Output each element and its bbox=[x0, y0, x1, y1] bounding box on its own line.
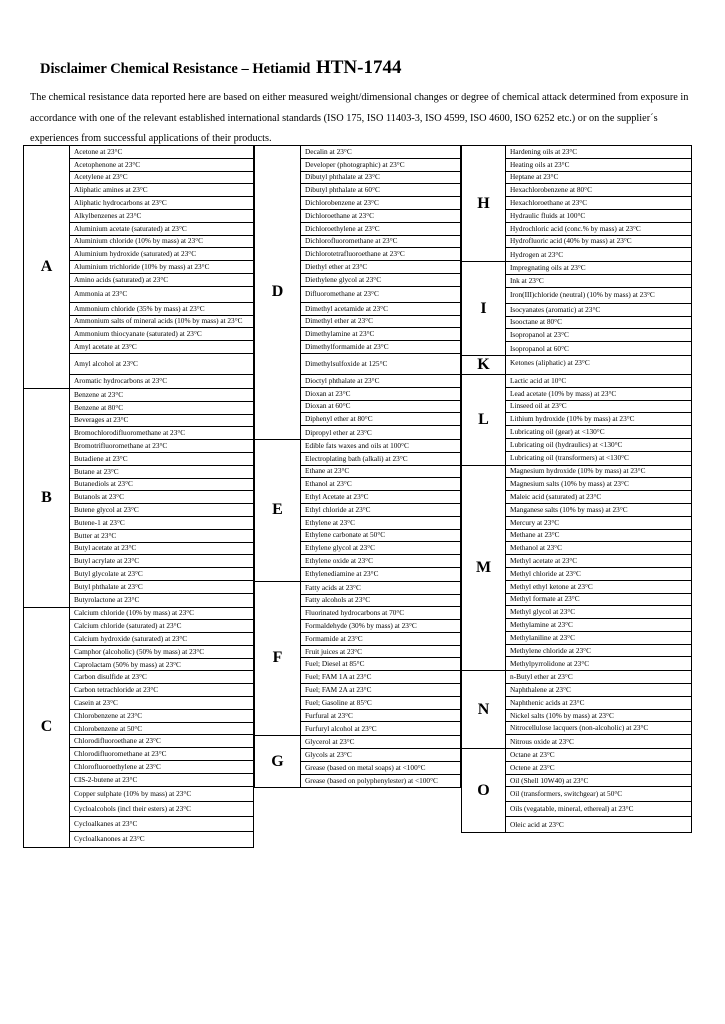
chemical-item: n-Butyl ether at 23°C bbox=[506, 671, 691, 684]
chemical-item: Heating oils at 23°C bbox=[506, 159, 691, 172]
chemical-item: Beverages at 23°C bbox=[70, 415, 253, 428]
chemical-item: CIS-2-butene at 23°C bbox=[70, 774, 253, 787]
chemical-item: Dichloroethylene at 23°C bbox=[301, 223, 460, 236]
chemical-item: Caprolactam (50% by mass) at 23°C bbox=[70, 659, 253, 672]
chemical-item: Aluminium trichloride (10% by mass) at 23°C bbox=[70, 261, 253, 274]
chemical-item: Linseed oil at 23°C bbox=[506, 401, 691, 414]
chemical-item: Dichloroethane at 23°C bbox=[301, 210, 460, 223]
chemical-item: Lubricating oil (hydraulics) at <130°C bbox=[506, 439, 691, 452]
chemical-item: Acetone at 23°C bbox=[70, 146, 253, 159]
chemical-item: Oil (Shell 10W40) at 23°C bbox=[506, 775, 691, 788]
group-letter: I bbox=[462, 262, 506, 355]
chemical-item: Camphor (alcoholic) (50% by mass) at 23°C bbox=[70, 646, 253, 659]
group-n bbox=[462, 670, 691, 748]
chemical-item: Dibutyl phthalate at 23°C bbox=[301, 172, 460, 185]
group-i bbox=[462, 261, 691, 355]
chemical-item: Benzene at 80°C bbox=[70, 402, 253, 415]
chemical-item: Methyl glycol at 23°C bbox=[506, 606, 691, 619]
chemical-item: Dipropyl ether at 23°C bbox=[305, 427, 372, 437]
chemical-item: Bromotrifluoromethane at 23°C bbox=[70, 440, 253, 453]
chemical-item: Fuel; Gasoline at 85°C bbox=[301, 697, 460, 710]
chemical-item: Impregnating oils at 23°C bbox=[506, 262, 691, 275]
chemical-item: Isopropanol at 23°C bbox=[506, 329, 691, 342]
chemical-item: Ethyl Acetate at 23°C bbox=[301, 491, 460, 504]
table-column-1 bbox=[23, 145, 254, 848]
chemical-item: Aliphatic amines at 23°C bbox=[70, 184, 253, 197]
chemical-item: Butanols at 23°C bbox=[70, 491, 253, 504]
chemical-item: Hydraulic fluids at 100°C bbox=[506, 210, 691, 223]
chemical-item: Dichlorobenzene at 23°C bbox=[301, 197, 460, 210]
chemical-item: Grease (based on metal soaps) at <100°C bbox=[301, 762, 460, 775]
chemical-item: Ammonium salts of mineral acids (10% by mass) at 23°C bbox=[70, 316, 253, 329]
group-letter: H bbox=[462, 146, 506, 261]
chemical-item: Butadiene at 23°C bbox=[70, 453, 253, 466]
chemical-list bbox=[506, 749, 691, 832]
chemical-item: Methylpyrrolidone at 23°C bbox=[510, 658, 590, 668]
chemical-item: Glycols at 23°C bbox=[301, 749, 460, 762]
chemical-list bbox=[506, 375, 691, 465]
chemical-item: Methylaniline at 23°C bbox=[506, 632, 691, 645]
chemical-item: Lithium hydroxide (10% by mass) at 23°C bbox=[506, 413, 691, 426]
chemical-item: Dimethylsulfoxide at 125°C bbox=[301, 354, 460, 375]
chemical-item: Naphthenic acids at 23°C bbox=[506, 697, 691, 710]
chemical-item: Ammonium chloride (35% by mass) at 23°C bbox=[70, 303, 253, 316]
chemical-item: Decalin at 23°C bbox=[301, 146, 460, 159]
chemical-item: Oil (transformers, switchgear) at 50°C bbox=[506, 787, 691, 802]
chemical-item: Dioxan at 23°C bbox=[301, 388, 460, 401]
chemical-item: Ethanol at 23°C bbox=[301, 478, 460, 491]
chemical-item: Octene at 23°C bbox=[506, 762, 691, 775]
chemical-item: Butane at 23°C bbox=[70, 466, 253, 479]
chemical-item: Manganese salts (10% by mass) at 23°C bbox=[506, 504, 691, 517]
chemical-item: Methane at 23°C bbox=[506, 530, 691, 543]
chemical-item: Chlorodifluoromethane at 23°C bbox=[70, 748, 253, 761]
chemical-item: Nitrocellulose lacquers (non-alcoholic) at 23°C bbox=[506, 722, 691, 735]
group-letter: M bbox=[462, 466, 506, 671]
chemical-item: Chlorodifluoroethane at 23°C bbox=[70, 735, 253, 748]
group-o bbox=[462, 748, 691, 833]
chemical-list bbox=[506, 262, 691, 355]
group-letter: A bbox=[24, 146, 70, 388]
group-letter: B bbox=[24, 389, 70, 607]
group-k bbox=[462, 355, 691, 374]
chemical-item: Methylamine at 23°C bbox=[506, 619, 691, 632]
group-letter: N bbox=[462, 671, 506, 748]
chemical-item: Butene-1 at 23°C bbox=[70, 517, 253, 530]
chemical-item: Dimethylformamide at 23°C bbox=[301, 341, 460, 354]
chemical-list bbox=[506, 356, 691, 374]
chemical-item: Fatty acids at 23°C bbox=[301, 582, 460, 595]
chemical-list bbox=[70, 146, 253, 388]
chemical-item: Fuel; Diesel at 85°C bbox=[301, 658, 460, 671]
group-d bbox=[255, 145, 460, 439]
chemical-list bbox=[506, 671, 691, 748]
chemical-item: Butyrolactone at 23°C bbox=[74, 595, 140, 605]
chemical-item: Chlorobenzene at 23°C bbox=[70, 710, 253, 723]
chemical-item: Diphenyl ether at 80°C bbox=[301, 413, 460, 426]
chemical-list bbox=[301, 736, 460, 787]
chemical-item: Heptane at 23°C bbox=[506, 172, 691, 185]
product-name: HTN-1744 bbox=[315, 57, 402, 78]
chemical-item: Maleic acid (saturated) at 23°C bbox=[506, 491, 691, 504]
chemical-item: Methylene chloride at 23°C bbox=[506, 645, 691, 658]
chemical-item: Magnesium salts (10% by mass) at 23°C bbox=[506, 478, 691, 491]
chemical-item: Lead acetate (10% by mass) at 23°C bbox=[506, 388, 691, 401]
chemical-item: Dimethyl ether at 23°C bbox=[301, 316, 460, 329]
chemical-item: Ethane at 23°C bbox=[301, 466, 460, 479]
chemical-item: Naphthalene at 23°C bbox=[506, 684, 691, 697]
chemical-list bbox=[506, 466, 691, 671]
chemical-item: Butyl acetate at 23°C bbox=[70, 543, 253, 556]
chemical-item: Methanol at 23°C bbox=[506, 542, 691, 555]
chemical-item: Lubricating oil (gear) at <130°C bbox=[506, 426, 691, 439]
chemical-item: Isopropanol at 60°C bbox=[510, 343, 569, 353]
chemical-item: Cycloalkanes at 23°C bbox=[70, 817, 253, 832]
chemical-item: Copper sulphate (10% by mass) at 23°C bbox=[70, 787, 253, 802]
chemical-item: Grease (based on polyphenylester) at <100°C bbox=[305, 776, 438, 786]
table-column-3 bbox=[461, 145, 692, 833]
group-h bbox=[462, 145, 691, 261]
intro-paragraph: The chemical resistance data reported here are based on either measured weight/dimensional changes or degree of chemical attack determined from exposure in accordance with one of the relevant established international standards (ISO 175, ISO 11403-3, ISO 4599, ISO 4600, ISO 6252 etc.) or on the supplier´s experiences from successful applications of their products. bbox=[30, 92, 689, 144]
chemical-item: Butanediols at 23°C bbox=[70, 479, 253, 492]
chemical-list bbox=[70, 608, 253, 847]
chemical-item: Hexachlorobenzene at 80°C bbox=[506, 184, 691, 197]
group-letter: F bbox=[255, 582, 301, 736]
chemical-item: Magnesium hydroxide (10% by mass) at 23°C bbox=[506, 466, 691, 479]
title-main: Disclaimer Chemical Resistance – Hetiamid bbox=[40, 61, 314, 77]
chemical-item: Acetophenone at 23°C bbox=[70, 159, 253, 172]
chemical-item: Ethylene at 23°C bbox=[301, 517, 460, 530]
chemical-list bbox=[506, 146, 691, 261]
chemical-item: Hydrogen at 23°C bbox=[510, 249, 564, 259]
chemical-item: Diethylene glycol at 23°C bbox=[301, 274, 460, 287]
chemical-list bbox=[70, 389, 253, 607]
chemical-item: Dichlorotetrafluoroethane at 23°C bbox=[301, 248, 460, 261]
group-m bbox=[462, 465, 691, 671]
chemical-item: Lubricating oil (transformers) at <130°C bbox=[510, 453, 629, 463]
chemical-item: Formaldehyde (30% by mass) at 23°C bbox=[301, 620, 460, 633]
chemical-item: Aluminium acetate (saturated) at 23°C bbox=[70, 223, 253, 236]
chemical-item: Chlorofluoroethylene at 23°C bbox=[70, 761, 253, 774]
group-l bbox=[462, 374, 691, 465]
chemical-item: Ethylene glycol at 23°C bbox=[301, 542, 460, 555]
chemical-item: Ink at 23°C bbox=[506, 275, 691, 288]
chemical-item: Glycerol at 23°C bbox=[301, 736, 460, 749]
chemical-item: Dioxan at 60°C bbox=[301, 401, 460, 414]
chemical-item: Nickel salts (10% by mass) at 23°C bbox=[506, 710, 691, 723]
chemical-item: Oleic acid at 23°C bbox=[510, 819, 564, 829]
group-letter: O bbox=[462, 749, 506, 832]
chemical-item: Hexachloroethane at 23°C bbox=[506, 197, 691, 210]
group-e bbox=[255, 439, 460, 581]
chemical-item: Fuel; FAM 2A at 23°C bbox=[301, 684, 460, 697]
chemical-item: Butter at 23°C bbox=[70, 530, 253, 543]
chemical-item: Methyl ethyl ketone at 23°C bbox=[506, 581, 691, 594]
chemical-item: Calcium chloride (10% by mass) at 23°C bbox=[70, 608, 253, 621]
chemical-item: Carbon disulfide at 23°C bbox=[70, 671, 253, 684]
chemical-item: Chlorobenzene at 50°C bbox=[70, 723, 253, 736]
chemical-list bbox=[301, 582, 460, 736]
chemical-item: Aromatic hydrocarbons at 23°C bbox=[74, 376, 168, 386]
chemical-item: Aluminium hydroxide (saturated) at 23°C bbox=[70, 248, 253, 261]
chemical-item: Dimethylamine at 23°C bbox=[301, 328, 460, 341]
group-b bbox=[24, 388, 253, 607]
chemical-item: Octane at 23°C bbox=[506, 749, 691, 762]
chemical-item: Amyl alcohol at 23°C bbox=[70, 354, 253, 375]
chemical-item: Alkylbenzenes at 23°C bbox=[70, 210, 253, 223]
group-letter: C bbox=[24, 608, 70, 847]
group-letter: L bbox=[462, 375, 506, 465]
chemical-item: Dioctyl phthalate at 23°C bbox=[301, 375, 460, 388]
chemical-item: Fluorinated hydrocarbons at 70°C bbox=[301, 607, 460, 620]
chemical-item: Ethyl chloride at 23°C bbox=[301, 504, 460, 517]
chemical-item: Aliphatic hydrocarbons at 23°C bbox=[70, 197, 253, 210]
chemical-item: Mercury at 23°C bbox=[506, 517, 691, 530]
chemical-item: Developer (photographic) at 23°C bbox=[301, 159, 460, 172]
chemical-item: Butyl acrylate at 23°C bbox=[70, 555, 253, 568]
page-title bbox=[40, 57, 401, 79]
chemical-item: Iron(III)chloride (neutral) (10% by mass) at 23°C bbox=[506, 288, 691, 304]
chemical-item: Furfuryl alcohol at 23°C bbox=[305, 723, 377, 733]
group-f bbox=[255, 581, 460, 736]
chemical-item: Butyl glycolate at 23°C bbox=[70, 568, 253, 581]
chemical-item: Bromochlorodifluoromethane at 23°C bbox=[70, 427, 253, 440]
chemical-item: Cycloalkanones at 23°C bbox=[74, 834, 145, 844]
chemical-item: Hardening oils at 23°C bbox=[506, 146, 691, 159]
chemical-item: Cycloalcohols (incl their esters) at 23°C bbox=[70, 802, 253, 817]
chemical-item: Fatty alcohols at 23°C bbox=[301, 595, 460, 608]
chemical-item: Dichlorofluoromethane at 23°C bbox=[301, 236, 460, 249]
chemical-item: Difluoromethane at 23°C bbox=[301, 287, 460, 303]
chemical-list bbox=[301, 440, 460, 581]
chemical-item: Fuel; FAM 1A at 23°C bbox=[301, 671, 460, 684]
group-c bbox=[24, 607, 253, 848]
chemical-item: Butyl phthalate at 23°C bbox=[70, 581, 253, 594]
chemical-item: Hydrochloric acid (conc.% by mass) at 23°C bbox=[506, 223, 691, 236]
chemical-item: Fruit juices at 23°C bbox=[301, 646, 460, 659]
group-letter: G bbox=[255, 736, 301, 787]
chemical-item: Carbon tetrachloride at 23°C bbox=[70, 684, 253, 697]
chemical-item: Amino acids (saturated) at 23°C bbox=[70, 274, 253, 287]
chemical-item: Ethylenediamine at 23°C bbox=[305, 569, 379, 579]
chemical-item: Isooctane at 80°C bbox=[506, 317, 691, 330]
chemical-item: Calcium hydroxide (saturated) at 23°C bbox=[70, 633, 253, 646]
chemical-list bbox=[301, 146, 460, 439]
chemical-item: Electroplating bath (alkali) at 23°C bbox=[301, 453, 460, 466]
chemical-item: Edible fats waxes and oils at 100°C bbox=[301, 440, 460, 453]
chemical-item: Isocyanates (aromatic) at 23°C bbox=[506, 304, 691, 317]
chemical-item: Casein at 23°C bbox=[70, 697, 253, 710]
group-a bbox=[24, 145, 253, 388]
chemical-item: Methyl formate at 23°C bbox=[506, 594, 691, 607]
group-letter: D bbox=[255, 146, 301, 439]
chemical-item: Aluminium chloride (10% by mass) at 23°C bbox=[70, 236, 253, 249]
chemical-item: Amyl acetate at 23°C bbox=[70, 341, 253, 354]
chemical-item: Dibutyl phthalate at 60°C bbox=[301, 184, 460, 197]
chemical-item: Dimethyl acetamide at 23°C bbox=[301, 303, 460, 316]
chemical-item: Ethylene carbonate at 50°C bbox=[301, 530, 460, 543]
chemical-item: Acetylene at 23°C bbox=[70, 172, 253, 185]
table-column-2 bbox=[254, 145, 461, 788]
chemical-item: Methyl acetate at 23°C bbox=[506, 555, 691, 568]
group-letter: K bbox=[462, 356, 506, 374]
chemical-item: Ammonia at 23°C bbox=[70, 287, 253, 303]
chemical-item: Furfural at 23°C bbox=[301, 710, 460, 723]
chemical-item: Hydrofluoric acid (40% by mass) at 23°C bbox=[506, 236, 691, 249]
group-g bbox=[255, 735, 460, 788]
chemical-item: Benzene at 23°C bbox=[70, 389, 253, 402]
chemical-item: Ethylene oxide at 23°C bbox=[301, 555, 460, 568]
chemical-item: Formamide at 23°C bbox=[301, 633, 460, 646]
chemical-item: Ammonium thiocyanate (saturated) at 23°C bbox=[70, 328, 253, 341]
chemical-item: Diethyl ether at 23°C bbox=[301, 261, 460, 274]
chemical-item: Ketones (aliphatic) at 23°C bbox=[510, 357, 590, 367]
chemical-item: Calcium chloride (saturated) at 23°C bbox=[70, 620, 253, 633]
chemical-item: Methyl chloride at 23°C bbox=[506, 568, 691, 581]
chemical-item: Lactic acid at 10°C bbox=[506, 375, 691, 388]
chemical-item: Butene glycol at 23°C bbox=[70, 504, 253, 517]
chemical-item: Nitrous oxide at 23°C bbox=[510, 736, 574, 746]
group-letter: E bbox=[255, 440, 301, 581]
chemical-item: Oils (vegatable, mineral, ethereal) at 23°C bbox=[506, 802, 691, 817]
